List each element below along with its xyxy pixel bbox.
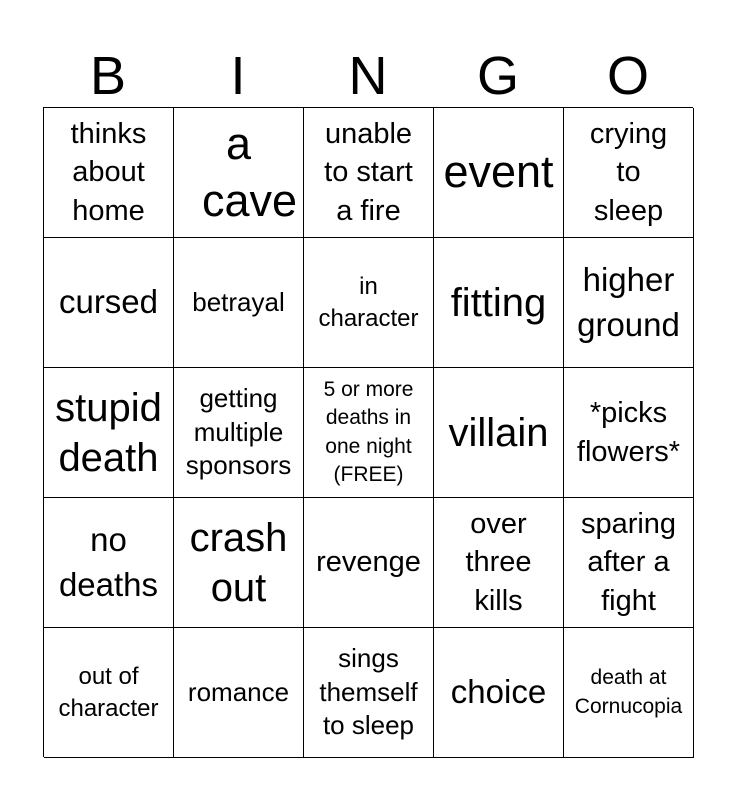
cell-text: *picks flowers*: [576, 396, 681, 468]
bingo-cell[interactable]: [304, 368, 434, 498]
bingo-cell[interactable]: [44, 108, 174, 238]
cell-text: in character: [318, 273, 419, 332]
cell-text: over three kills: [465, 507, 532, 617]
cell-text: 5 or more deaths in one night (FREE): [323, 377, 414, 486]
cell-text: revenge: [316, 546, 421, 579]
bingo-cell[interactable]: [434, 108, 564, 238]
cell-text: fitting: [450, 280, 547, 325]
cell-text: sings themself to sleep: [319, 642, 418, 741]
bingo-cell[interactable]: [44, 498, 174, 628]
cell-text: crash out: [189, 515, 288, 610]
bingo-board: [43, 107, 693, 757]
header-letter-o: O: [606, 46, 649, 106]
header-letter-b: B: [89, 46, 127, 106]
bingo-cell[interactable]: [304, 108, 434, 238]
bingo-cell[interactable]: [434, 628, 564, 758]
cell-text: higher ground: [577, 260, 680, 343]
cell-text: choice: [450, 673, 547, 711]
cell-text: thinks about home: [70, 117, 147, 227]
bingo-cell[interactable]: [174, 368, 304, 498]
bingo-cell[interactable]: [304, 628, 434, 758]
bingo-cell[interactable]: [564, 368, 694, 498]
bingo-cell[interactable]: [174, 238, 304, 368]
cell-text: stupid death: [55, 385, 162, 480]
bingo-cell[interactable]: [564, 628, 694, 758]
cell-text: betrayal: [192, 286, 285, 317]
bingo-cell[interactable]: [564, 108, 694, 238]
header-letter-i: I: [230, 46, 246, 106]
bingo-cell[interactable]: [174, 628, 304, 758]
cell-text: unable to start a fire: [324, 117, 413, 227]
cell-text: sparing after a fight: [580, 507, 677, 617]
header-letter-g: G: [476, 46, 519, 106]
bingo-header: [43, 44, 693, 108]
bingo-cell[interactable]: [434, 498, 564, 628]
header-letter-n: N: [348, 46, 388, 106]
bingo-cell[interactable]: [304, 238, 434, 368]
cell-text: death at Cornucopia: [574, 666, 683, 718]
bingo-cell[interactable]: [564, 238, 694, 368]
cell-text: cursed: [58, 283, 159, 321]
bingo-cell[interactable]: [304, 498, 434, 628]
cell-text: romance: [187, 676, 290, 707]
bingo-cell[interactable]: [174, 108, 304, 238]
bingo-cell[interactable]: [44, 628, 174, 758]
cell-text: getting multiple sponsors: [185, 382, 292, 481]
bingo-cell[interactable]: [434, 368, 564, 498]
bingo-cell[interactable]: [434, 238, 564, 368]
bingo-cell[interactable]: [44, 368, 174, 498]
cell-text: crying to sleep: [589, 117, 668, 227]
cell-text: a cave: [202, 118, 298, 226]
bingo-cell[interactable]: [564, 498, 694, 628]
cell-text: event: [443, 146, 554, 198]
cell-text: villain: [448, 410, 549, 455]
cell-text: no deaths: [58, 520, 159, 603]
bingo-cell[interactable]: [174, 498, 304, 628]
cell-text: out of character: [58, 663, 159, 722]
bingo-cell[interactable]: [44, 238, 174, 368]
